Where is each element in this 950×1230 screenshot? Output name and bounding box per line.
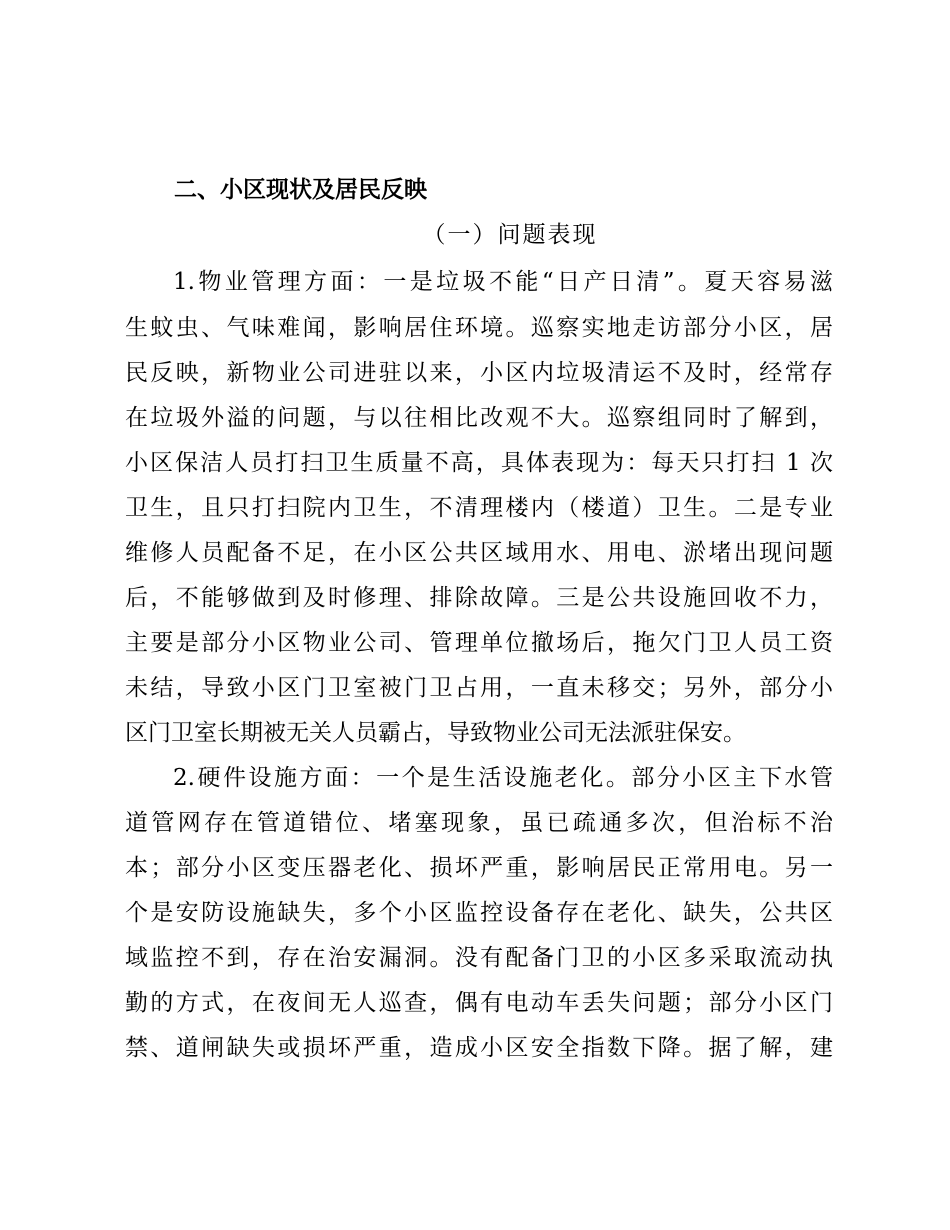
- paragraph-2-line-5: 域监控不到，存在治安漏洞。没有配备门卫的小区多采取流动执: [125, 945, 833, 971]
- paragraph-1-line-4: 在垃圾外溢的问题，与以往相比改观不大。巡察组同时了解到，: [125, 405, 833, 431]
- paragraph-1-line-9: 主要是部分小区物业公司、管理单位撤场后，拖欠门卫人员工资: [125, 630, 833, 656]
- paragraph-1-line-11: 区门卫室长期被无关人员霸占，导致物业公司无法派驻保安。: [125, 720, 746, 746]
- paragraph-2-line-6: 勤的方式，在夜间无人巡查，偶有电动车丢失问题；部分小区门: [125, 990, 833, 1016]
- paragraph-1-line-8: 后，不能够做到及时修理、排除故障。三是公共设施回收不力，: [125, 585, 833, 611]
- paragraph-1-line-7: 维修人员配备不足，在小区公共区域用水、用电、淤堵出现问题: [125, 540, 833, 566]
- paragraph-1-line-1: 1.物业管理方面：一是垃圾不能“日产日清”。夏天容易滋: [173, 269, 833, 295]
- paragraph-1-line-6: 卫生，且只打扫院内卫生，不清理楼内（楼道）卫生。二是专业: [125, 495, 833, 521]
- paragraph-1-line-10: 未结，导致小区门卫室被门卫占用，一直未移交；另外，部分小: [125, 675, 833, 701]
- paragraph-1-line-3: 民反映，新物业公司进驻以来，小区内垃圾清运不及时，经常存: [125, 360, 833, 386]
- paragraph-2-line-2: 道管网存在管道错位、堵塞现象，虽已疏通多次，但治标不治: [125, 810, 833, 836]
- paragraph-1-line-2: 生蚊虫、气味难闻，影响居住环境。巡察实地走访部分小区，居: [125, 315, 833, 341]
- paragraph-2-line-1: 2.硬件设施方面：一个是生活设施老化。部分小区主下水管: [173, 765, 833, 791]
- paragraph-2-line-4: 个是安防设施缺失，多个小区监控设备存在老化、缺失，公共区: [125, 900, 833, 926]
- paragraph-2-line-7: 禁、道闸缺失或损坏严重，造成小区安全指数下降。据了解，建: [125, 1035, 833, 1061]
- section-heading: 二、小区现状及居民反映: [174, 177, 427, 203]
- subsection-heading: （一）问题表现: [422, 222, 598, 248]
- paragraph-2-line-3: 本；部分小区变压器老化、损坏严重，影响居民正常用电。另一: [125, 855, 833, 881]
- paragraph-1-line-5: 小区保洁人员打扫卫生质量不高，具体表现为：每天只打扫 1 次: [125, 450, 833, 476]
